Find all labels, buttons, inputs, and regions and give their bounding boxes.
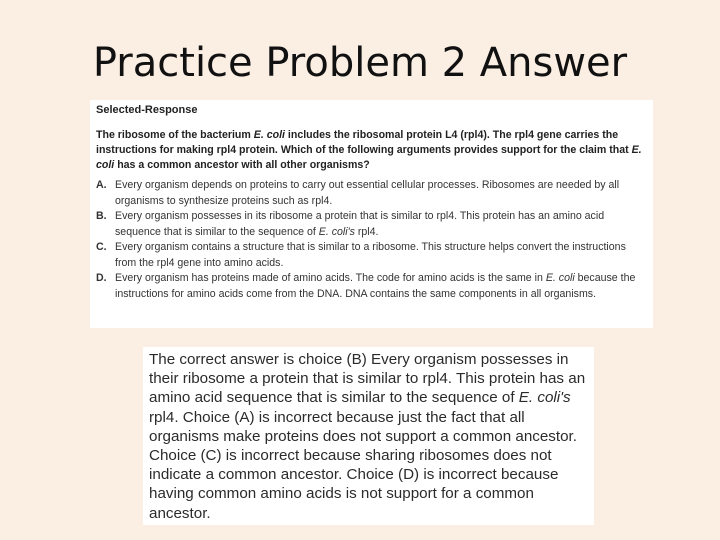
choice-letter: A. — [96, 179, 107, 191]
answer-text-2: rpl4. Choice (A) is incorrect because just the fact that all organisms make proteins does not support a common ancestor. Choice (C) is incorrect because sharing ribosomes does not indicate a common ancestor. Choice (D) is incorrect because having common amino acids is not support for a common ancestor. — [149, 408, 578, 522]
stem-text-3: has a common ancestor with all other organisms? — [114, 159, 370, 171]
choice-text-part: Every organism possesses in its ribosome a protein that is similar to rpl4. This protein has an amino acid sequence that is similar to the sequence of — [115, 210, 605, 238]
choice-d — [96, 271, 647, 302]
question-stem — [96, 128, 647, 173]
choice-b — [96, 209, 647, 240]
choice-a — [96, 178, 647, 209]
stem-text-2: includes the ribosomal protein L4 (rpl4). The rpl4 gene carries the instructions for making rpl4 protein. Which of the following arguments provides support for the claim that — [96, 129, 632, 156]
choice-c — [96, 240, 647, 271]
stem-species-1: E. coli — [253, 129, 285, 141]
choice-letter: D. — [96, 272, 107, 284]
choice-text-part: rpl4. — [354, 225, 379, 238]
answer-card — [143, 347, 594, 525]
choice-text-part: Every organism has proteins made of amino acids. The code for amino acids is the same in — [115, 272, 546, 284]
answer-species: E. coli's — [518, 389, 571, 407]
choice-letter: B. — [96, 210, 107, 222]
choice-text-part: because the instructions for amino acids come from the DNA. DNA contains the same components in all organisms. — [115, 272, 636, 300]
stem-text-1: The ribosome of the bacterium — [96, 129, 254, 141]
question-heading: Selected-Response — [96, 104, 198, 116]
choice-letter: C. — [96, 241, 107, 253]
slide-title: Practice Problem 2 Answer — [92, 40, 628, 86]
question-card — [90, 100, 653, 328]
choice-text — [115, 271, 647, 302]
choice-species: E. coli — [545, 272, 575, 284]
answer-text — [149, 350, 588, 523]
choice-text: Every organism contains a structure that is similar to a ribosome. This structure helps convert the instructions from the rpl4 gene into amino acids. — [115, 241, 626, 269]
choice-species: E. coli's — [318, 225, 355, 238]
stem-species-2: E. coli — [96, 144, 642, 171]
answer-text-1: The correct answer is choice (B) Every organism possesses in their ribosome a protein that is similar to rpl4. This protein has an amino acid sequence that is similar to the sequence of — [149, 351, 586, 407]
choice-text — [115, 209, 647, 240]
choice-text: Every organism depends on proteins to carry out essential cellular processes. Ribosomes are needed by all organisms to synthesize proteins such as rpl4. — [115, 179, 620, 207]
